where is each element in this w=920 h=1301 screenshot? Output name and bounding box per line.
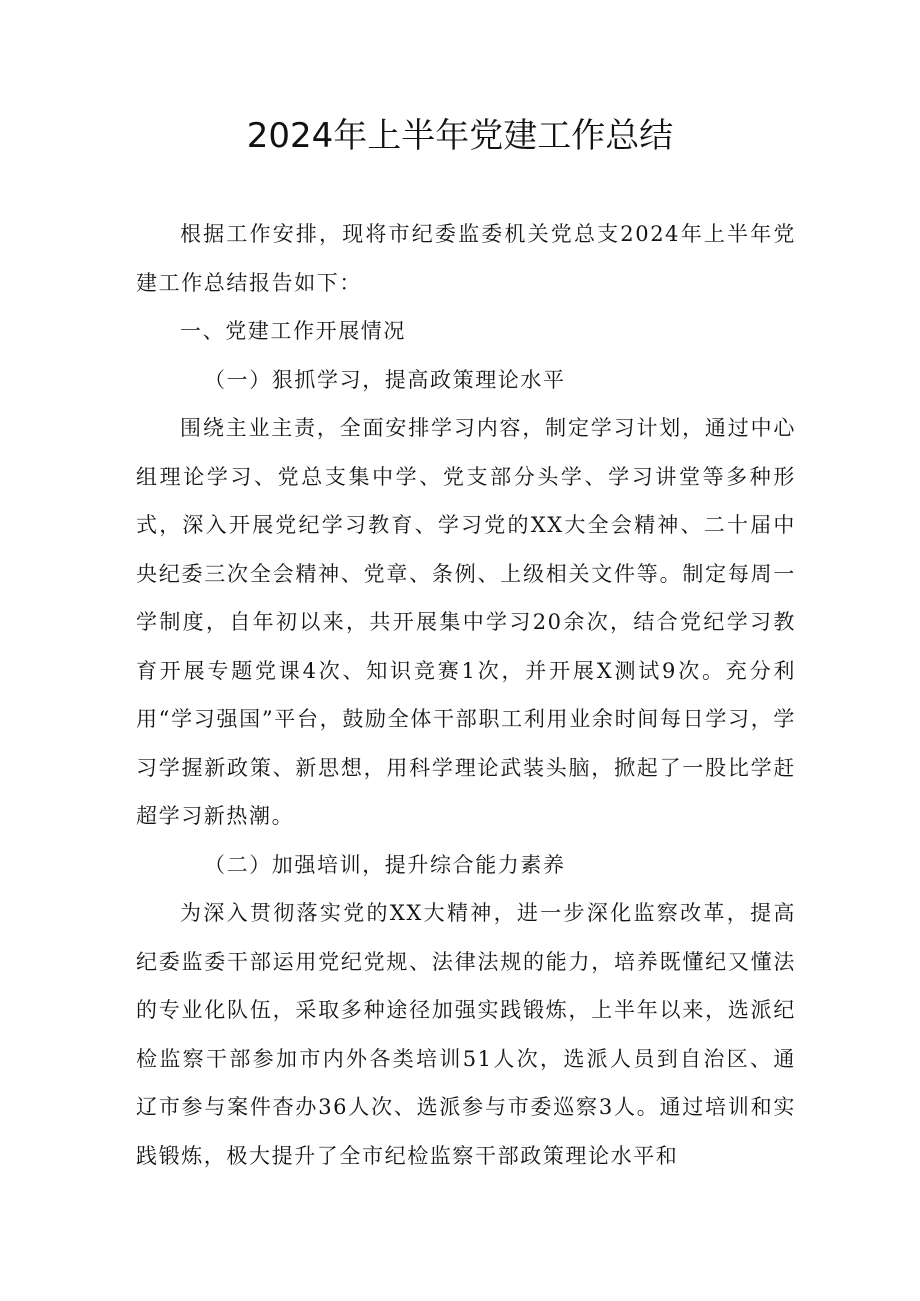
subsection-heading: （二）加强培训，提升综合能力素养	[204, 852, 566, 877]
body-paragraph: 为深入贯彻落实党的XX大精神，进一步深化监察改革，提高纪委监委干部运用党纪党规、法律法规的能力，培养既懂纪又懂法的专业化队伍，采取多种途径加强实践锻炼，上半年以来，选派纪检监察干部参加市内外各类培训51人次，选派人员到自治区、通辽市参与案件杳办36人次、选派参与市委巡察3人。通过培训和实践锻炼，极大提升了全市纪检监察干部政策理论水平和	[136, 901, 796, 1168]
body-paragraph: 围绕主业主责，全面安排学习内容，制定学习计划，通过中心组理论学习、党总支集中学、党支部分头学、学习讲堂等多种形式，深入开展党纪学习教育、学习党的XX大全会精神、二十届中央纪委三次全会精神、党章、条例、上级相关文件等。制定每周一学制度，自年初以来，共开展集中学习20余次，结合党纪学习教育开展专题党课4次、知识竞赛1次，并开展X测试9次。充分利用“学习强国”平台，鼓励全体干部职工利用业余时间每日学习，学习学握新政策、新思想，用科学理论武装头脑，掀起了一股比学赶超学习新热潮。	[136, 416, 796, 828]
subsection-heading: （一）狠抓学习，提高政策理论水平	[204, 367, 566, 392]
section-heading: 一、党建工作开展情况	[180, 319, 406, 343]
document-title: 2024年上半年党建工作总结	[246, 116, 674, 156]
document-body	[136, 210, 796, 1180]
intro-paragraph: 根据工作安排，现将市纪委监委机关党总支2024年上半年党建工作总结报告如下：	[136, 222, 796, 295]
